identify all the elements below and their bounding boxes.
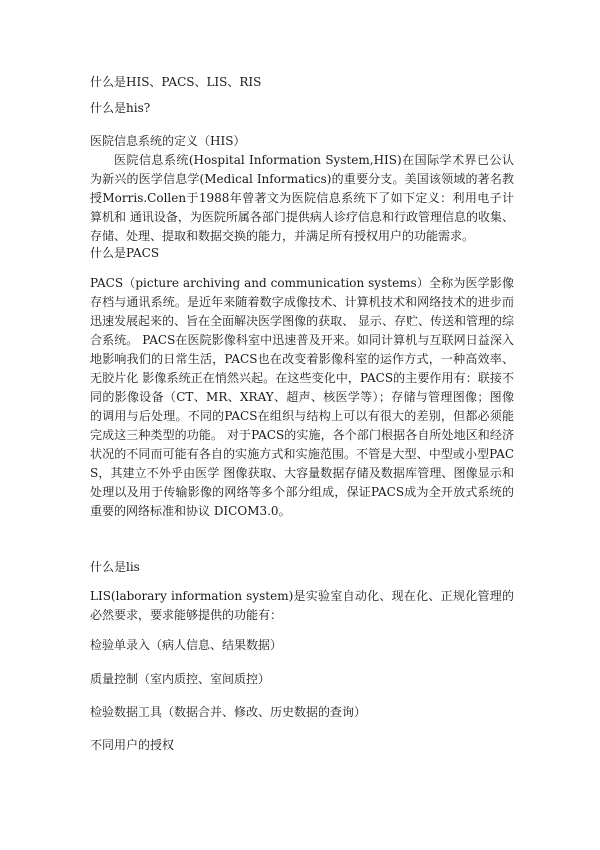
lis-feature-item: 检验单录入（病人信息、结果数据） xyxy=(90,638,283,652)
his-question: 什么是his? xyxy=(90,101,151,115)
his-definition-heading: 医院信息系统的定义（HIS） xyxy=(90,134,246,148)
his-definition-paragraph: 医院信息系统(Hospital Information System,HIS)在国际学术界已公认为新兴的医学信息学(Medical Informatics)的重要分支。美国该领域的著名教授Morris.Collen于1988年曾著文为医院信息系统下了如下定义：利用电子计算机和 通讯设备，为医院所属各部门提供病人诊疗信息和行政管理信息的收集、存储、处理、提取和数据交换的能力，并满足所有授权用户的功能需求。 xyxy=(90,153,514,243)
lis-feature-item: 质量控制（室内质控、室间质控） xyxy=(90,672,271,686)
lis-question: 什么是lis xyxy=(90,560,140,574)
pacs-paragraph: PACS（picture archiving and communication systems）全称为医学影像存档与通讯系统。是近年来随着数字成像技术、计算机技术和网络技术的进步而迅速发展起来的、旨在全面解决医学图像的获取、 显示、存贮、传送和管理的综合系统。 PACS在医院影像科室中迅速普及开来。如同计算机与互联网日益深入地影响我们的日常生活，PACS也在改变着影像科室的运作方式，一种高效率、无胶片化 影像系统正在悄然兴起。在这些变化中，PACS的主要作用有：联接不同的影像设备（CT、MR、XRAY、超声、核医学等）；存储与管理图像；图像的调用与后处理。不同的PACS在组织与结构上可以有很大的差别，但都必须能完成这三种类型的功能。 对于PACS的实施，各个部门根据各自所处地区和经济状况的不同而可能有各自的实施方式和实施范围。不管是大型、中型或小型PACS，其建立不外乎由医学 图像获取、大容量数据存储及数据库管理、图像显示和处理以及用于传输影像的网络等多个部分组成，保证PACS成为全开放式系统的重要的网络标准和协议 DICOM3.0。 xyxy=(90,276,514,518)
lis-feature-item: 不同用户的授权 xyxy=(90,738,175,752)
lis-feature-item: 检验数据工具（数据合并、修改、历史数据的查询） xyxy=(90,705,367,719)
pacs-question: 什么是PACS xyxy=(90,246,160,260)
lis-paragraph: LIS(laborary information system)是实验室自动化、现在化、正规化管理的必然要求，要求能够提供的功能有： xyxy=(90,589,514,622)
document-title: 什么是HIS、PACS、LIS、RIS xyxy=(90,75,262,89)
